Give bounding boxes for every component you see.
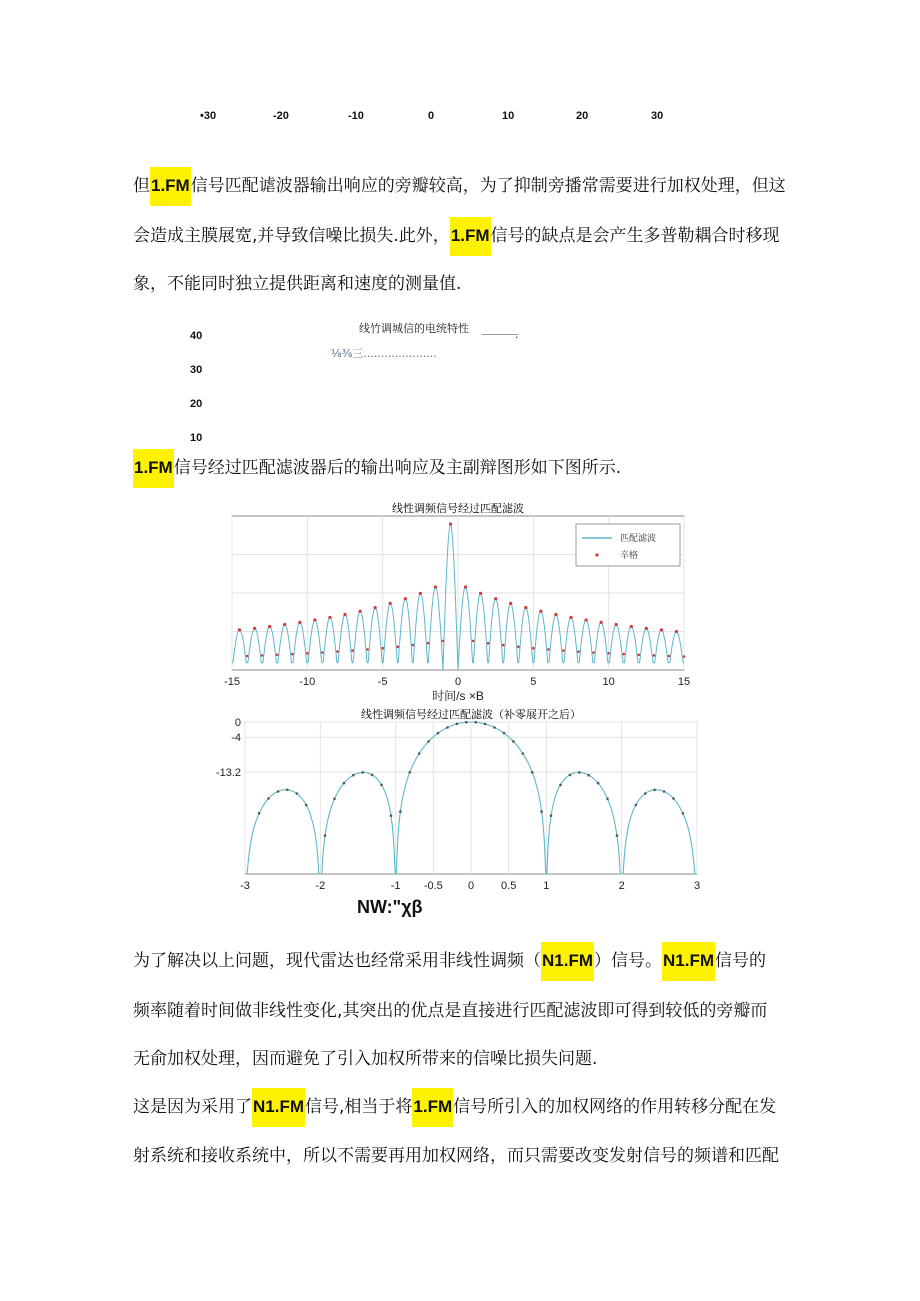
marker-point: [306, 652, 309, 655]
marker-point: [484, 723, 487, 726]
marker-point: [524, 606, 527, 609]
marker-point: [412, 644, 415, 647]
text-span: 信号的缺点是会产生多普勒耦合时移现: [490, 226, 780, 246]
paragraph-4-line-2: 射系统和接收系统中，所以不需要再用加权网络，而只需要改变发射信号的频谱和匹配: [133, 1146, 779, 1166]
marker-point: [683, 655, 686, 658]
marker-point: [261, 654, 264, 657]
text-span: 信号经过匹配滤波器后的输出响应及主副辩图形如下图所示.: [173, 458, 622, 478]
marker-point: [333, 798, 336, 801]
marker-point: [509, 602, 512, 605]
figure-caption: NW:"χβ: [357, 897, 423, 917]
text-span: 信号的: [715, 951, 766, 971]
x-tick-label: 1: [543, 880, 550, 892]
marker-point: [442, 640, 445, 643]
y-tick: 40: [190, 330, 203, 342]
marker-point: [464, 585, 467, 588]
marker-point: [343, 782, 346, 785]
marker-point: [434, 585, 437, 588]
marker-point: [283, 623, 286, 626]
y-tick-label: -4: [231, 732, 241, 745]
chart-1-matched-filter: [212, 500, 712, 710]
text-span: 信号匹配谑波器输出响应的旁瓣较高，为了抑制旁播常需要进行加权处理，但这: [190, 176, 786, 196]
marker-point: [606, 798, 609, 801]
marker-point: [663, 790, 666, 793]
highlight-nlfm: N1.FM: [662, 942, 715, 981]
small-figure-legend: ⅛⅜三.....................: [331, 347, 437, 360]
marker-point: [366, 648, 369, 651]
marker-point: [474, 721, 477, 724]
marker-point: [268, 625, 271, 628]
marker-point: [653, 654, 656, 657]
chart-2-zero-padded: [205, 708, 715, 898]
marker-point: [569, 774, 572, 777]
marker-point: [328, 616, 331, 619]
marker-point: [539, 610, 542, 613]
marker-point: [675, 630, 678, 633]
marker-point: [522, 752, 525, 755]
marker-point: [653, 789, 656, 792]
marker-point: [381, 647, 384, 650]
top-axis-tick: 10: [502, 110, 515, 122]
marker-point: [562, 649, 565, 652]
text-span: ）信号。: [594, 951, 662, 971]
marker-point: [512, 740, 515, 743]
highlight-nlfm: N1.FM: [252, 1088, 305, 1127]
x-tick-label: -10: [299, 676, 316, 688]
x-tick-label: -0.5: [423, 880, 443, 892]
paragraph-1-line-3: 象，不能同时独立提供距离和速度的测量值.: [133, 274, 462, 294]
legend-label-2: 辛格: [620, 551, 639, 561]
top-axis-tick: •30: [200, 110, 217, 122]
x-tick-label: 0: [454, 676, 462, 688]
paragraph-3-line-1: [133, 951, 766, 971]
marker-point: [361, 771, 364, 774]
paragraph-1-line-2: [133, 226, 780, 246]
small-figure-rule: [482, 334, 518, 335]
x-tick-label: 3: [693, 880, 701, 892]
marker-point: [291, 653, 294, 656]
marker-point: [644, 792, 647, 795]
marker-point: [313, 618, 316, 621]
text-span: 这是因为采用了: [133, 1097, 252, 1117]
marker-point: [569, 616, 572, 619]
text-span: 会造成主膜展宽,并导致信噪比损失.此外，: [133, 226, 450, 246]
x-tick-label: -15: [224, 676, 240, 688]
x-tick-label: 5: [530, 676, 537, 688]
chart-1-title: 线性调频信号经过匹配滤波: [392, 502, 524, 515]
marker-point: [409, 771, 412, 774]
marker-point: [465, 721, 468, 724]
marker-point: [277, 790, 280, 793]
marker-point: [380, 784, 383, 787]
marker-point: [494, 597, 497, 600]
highlight-lfm: 1.FM: [412, 1088, 453, 1127]
legend-marker-swatch: [595, 553, 598, 556]
marker-point: [296, 792, 299, 795]
x-tick-label: 0: [467, 880, 475, 892]
marker-point: [321, 651, 324, 654]
marker-point: [359, 610, 362, 613]
y-tick-label: 0: [234, 717, 241, 729]
marker-point: [645, 627, 648, 630]
top-axis-tick: -20: [273, 110, 289, 122]
marker-point: [578, 771, 581, 774]
marker-point: [253, 627, 256, 630]
x-tick-label: -5: [377, 676, 388, 688]
x-tick-label: -1: [390, 880, 401, 892]
marker-point: [517, 645, 520, 648]
marker-point: [374, 606, 377, 609]
marker-point: [419, 592, 422, 595]
marker-point: [336, 650, 339, 653]
chart-1-x-ticks: [224, 676, 690, 688]
marker-point: [540, 810, 543, 813]
x-tick-label: 2: [618, 880, 625, 892]
marker-point: [597, 782, 600, 785]
highlight-lfm: 1.FM: [150, 167, 191, 206]
marker-point: [577, 650, 580, 653]
marker-point: [343, 613, 346, 616]
marker-point: [276, 654, 279, 657]
marker-point: [396, 645, 399, 648]
marker-point: [638, 654, 641, 657]
chart-2-y-ticks: [216, 717, 241, 779]
highlight-lfm: 1.FM: [133, 449, 174, 488]
marker-point: [616, 834, 619, 837]
marker-point: [622, 653, 625, 656]
marker-point: [305, 804, 308, 807]
marker-point: [456, 723, 459, 726]
marker-point: [493, 726, 496, 729]
top-axis-tick: -10: [348, 110, 364, 122]
marker-point: [390, 814, 393, 817]
marker-point: [660, 628, 663, 631]
marker-point: [389, 602, 392, 605]
marker-point: [286, 789, 289, 792]
marker-point: [630, 625, 633, 628]
marker-point: [607, 652, 610, 655]
marker-point: [532, 647, 535, 650]
marker-point: [672, 797, 675, 800]
marker-point: [682, 812, 685, 815]
highlight-lfm: 1.FM: [450, 217, 491, 256]
marker-point: [238, 628, 241, 631]
marker-point: [547, 648, 550, 651]
marker-point: [585, 618, 588, 621]
top-axis-tick: 30: [651, 110, 664, 122]
marker-point: [550, 814, 553, 817]
top-axis-tick: 0: [428, 110, 435, 122]
marker-point: [472, 640, 475, 643]
x-tick-label: -3: [240, 880, 250, 892]
paragraph-1-line-1: [133, 176, 786, 196]
marker-point: [668, 655, 671, 658]
marker-point: [418, 752, 421, 755]
marker-point: [503, 732, 506, 735]
chart-1-xlabel: 时间/s ×B: [432, 689, 484, 703]
marker-point: [246, 655, 249, 658]
chart-2-title: 线性调频信号经过匹配滤波（补零展开之后）: [361, 708, 581, 721]
legend-label-1: 匹配滤波: [620, 534, 657, 544]
x-tick-label: 15: [677, 676, 691, 688]
marker-point: [298, 621, 301, 624]
y-tick: 20: [190, 398, 203, 410]
highlight-nlfm: N1.FM: [541, 942, 594, 981]
marker-point: [351, 649, 354, 652]
marker-point: [449, 522, 452, 525]
marker-point: [554, 613, 557, 616]
marker-point: [531, 771, 534, 774]
chart-1-legend: [576, 524, 680, 566]
marker-point: [437, 732, 440, 735]
marker-point: [267, 797, 270, 800]
marker-point: [592, 651, 595, 654]
marker-point: [258, 812, 261, 815]
small-figure-dot: .: [515, 328, 519, 341]
marker-point: [371, 774, 374, 777]
paragraph-3-line-3: 无俞加权处理，因而避免了引入加权所带来的信噪比损失问题.: [133, 1049, 598, 1069]
marker-point: [446, 726, 449, 729]
paragraph-3-line-2: 频率随着时间做非线性变化,其突出的优点是直接进行匹配滤波即可得到较低的旁瓣而: [133, 1001, 768, 1021]
marker-point: [502, 644, 505, 647]
text-span: 信号所引入的加权网络的作用转移分配在发: [453, 1097, 777, 1117]
x-tick-label: -2: [315, 880, 326, 892]
marker-point: [404, 597, 407, 600]
text-span: 为了解决以上问题，现代雷达也经常采用非线性调频（: [133, 951, 541, 971]
paragraph-2: [133, 458, 621, 478]
marker-point: [324, 834, 327, 837]
marker-point: [587, 774, 590, 777]
marker-point: [479, 592, 482, 595]
paragraph-4-line-1: [133, 1097, 776, 1117]
chart-2-x-ticks: [240, 880, 700, 892]
y-tick: 30: [190, 364, 203, 376]
text-span: 但: [133, 176, 150, 196]
marker-point: [399, 810, 402, 813]
y-tick-label: -13.2: [215, 767, 241, 780]
marker-point: [427, 740, 430, 743]
x-tick-label: 0.5: [501, 880, 517, 892]
marker-point: [615, 623, 618, 626]
marker-point: [600, 621, 603, 624]
top-axis-tick: 20: [576, 110, 589, 122]
marker-point: [635, 804, 638, 807]
y-tick: 10: [190, 432, 203, 444]
marker-point: [487, 642, 490, 645]
marker-point: [559, 784, 562, 787]
small-figure-title: 线竹调城信的电统特性: [359, 322, 469, 335]
text-span: 信号,相当于将: [305, 1097, 413, 1117]
marker-point: [352, 774, 355, 777]
marker-point: [427, 642, 430, 645]
x-tick-label: 10: [602, 676, 615, 688]
